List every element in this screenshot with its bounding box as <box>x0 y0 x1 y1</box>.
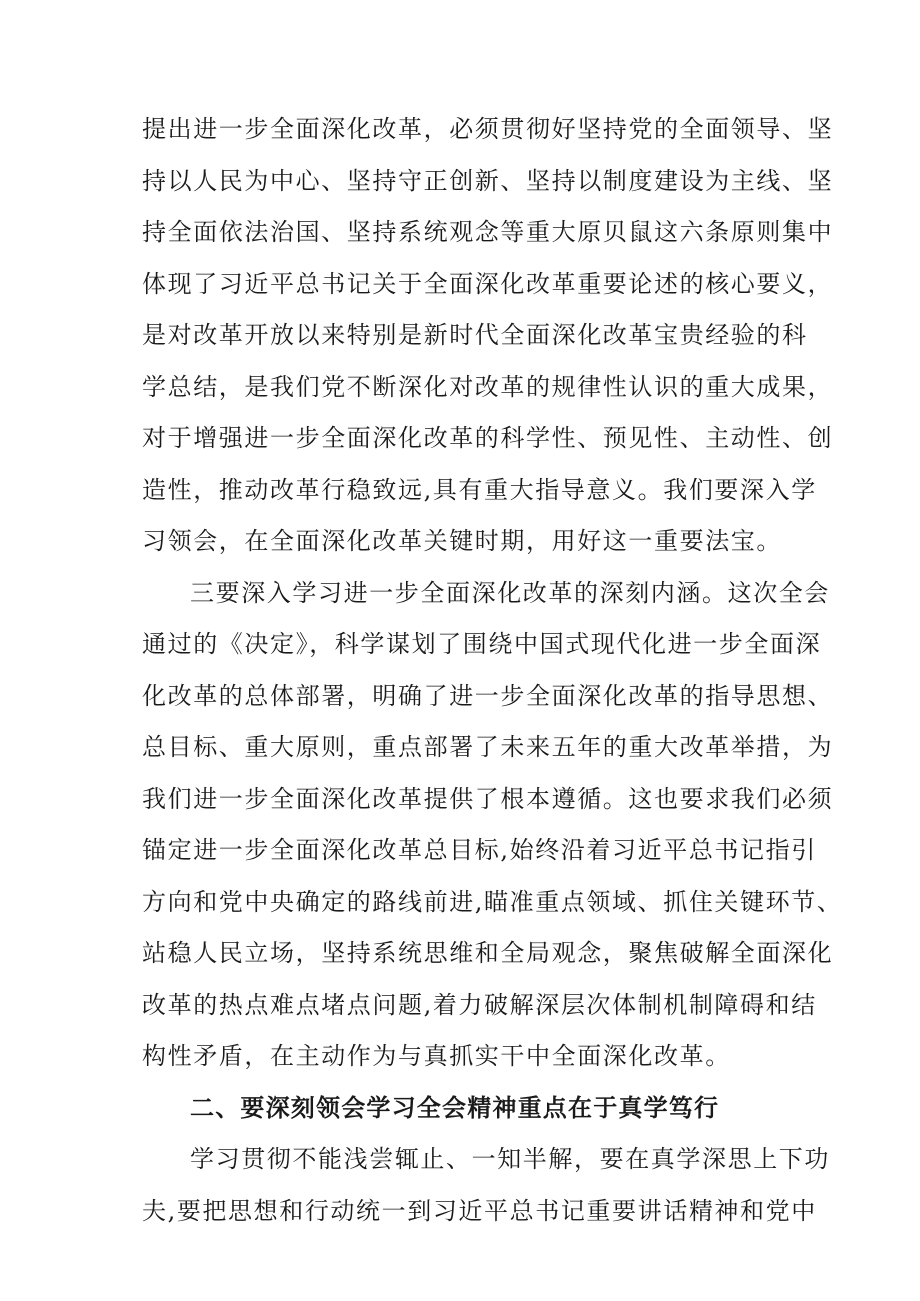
text-line: 化改革的总体部署，明确了进一步全面深化改革的指导思想、 <box>142 681 834 710</box>
text-line: 是对改革开放以来特别是新时代全面深化改革宝贵经验的科 <box>142 321 808 349</box>
text-line: 提出进一步全面深化改革，必须贯彻好坚持党的全面领导、坚 <box>142 115 834 143</box>
text-line: 锚定进一步全面深化改革总目标,始终沿着习近平总书记指引 <box>142 836 817 864</box>
paragraph-start-line: 学习贯彻不能浅尝辄止、一知半解，要在真学深思上下功 <box>190 1145 830 1173</box>
text-line: 造性，推动改革行稳致远,具有重大指导意义。我们要深入学 <box>142 475 817 504</box>
text-line: 改革的热点难点堵点问题,着力破解深层次体制机制障碍和结 <box>142 990 817 1019</box>
text-line: 通过的《决定》，科学谋划了围绕中国式现代化进一步全面深 <box>142 630 822 658</box>
text-line: 学总结，是我们党不断深化对改革的规律性认识的重大成果， <box>142 372 834 401</box>
text-line: 持以人民为中心、坚持守正创新、坚持以制度建设为主线、坚 <box>142 166 834 195</box>
paragraph-start-line: 三要深入学习进一步全面深化改革的深刻内涵。这次全会 <box>190 578 830 607</box>
text-line: 夫,要把思想和行动统一到习近平总书记重要讲话精神和党中 <box>142 1196 817 1225</box>
document-body <box>142 104 843 1237</box>
text-line: 持全面依法治国、坚持系统观念等重大原贝鼠这六条原则集中 <box>142 218 834 246</box>
text-line: 体现了习近平总书记关于全面深化改革重要论述的核心要义， <box>142 269 834 298</box>
section-heading: 二、要深刻领会学习全会精神重点在于真学笃行 <box>190 1093 720 1122</box>
text-line: 构性矛盾，在主动作为与真抓实干中全面深化改革。 <box>142 1042 731 1070</box>
text-line: 对于增强进一步全面深化改革的科学性、预见性、主动性、创 <box>142 424 834 452</box>
text-line: 总目标、重大原则，重点部署了未来五年的重大改革举措，为 <box>142 733 834 761</box>
text-line: 习领会，在全面深化改革关键时期，用好这一重要法宝。 <box>142 527 782 555</box>
text-line: 方向和党中央确定的路线前进,瞄准重点领域、抓住关键环节、 <box>142 887 843 916</box>
text-line: 我们进一步全面深化改革提供了根本遵循。这也要求我们必须 <box>142 784 834 813</box>
text-line: 站稳人民立场，坚持系统思维和全局观念，聚焦破解全面深化 <box>142 939 834 967</box>
